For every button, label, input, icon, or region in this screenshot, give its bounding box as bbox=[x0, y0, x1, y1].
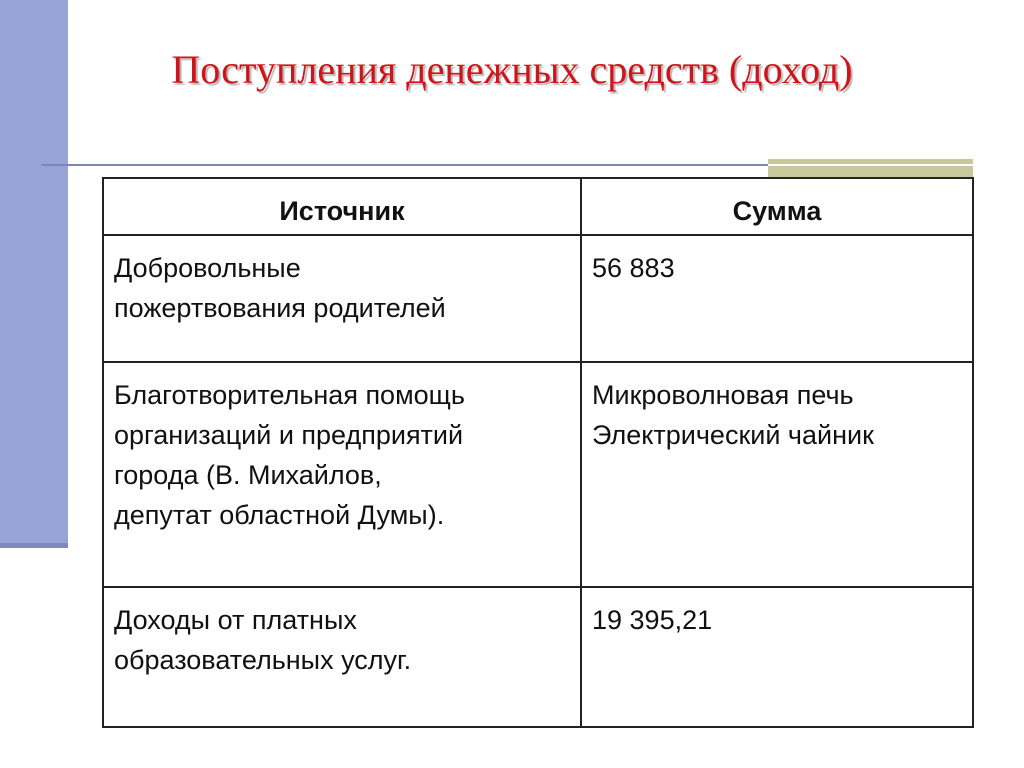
header-source: Источник bbox=[103, 178, 581, 235]
cell-text-line: пожертвования родителей bbox=[114, 293, 446, 323]
cell-text-line: образовательных услуг. bbox=[114, 645, 412, 675]
left-bar-shadow bbox=[0, 543, 68, 548]
cell-text-line: города (В. Михайлов, bbox=[114, 460, 382, 490]
slide-title: Поступления денежных средств (доход) bbox=[171, 47, 853, 92]
cell-source bbox=[103, 587, 581, 727]
accent-block bbox=[768, 159, 973, 177]
income-table bbox=[102, 177, 974, 728]
cell-text-line: Электрический чайник bbox=[592, 420, 874, 450]
table-row bbox=[103, 362, 973, 587]
cell-source bbox=[103, 235, 581, 362]
cell-text-line: Доходы от платных bbox=[114, 605, 357, 635]
cell-text-line: депутат областной Думы). bbox=[114, 500, 445, 530]
cell-amount bbox=[581, 587, 973, 727]
header-amount: Сумма bbox=[581, 178, 973, 235]
table-row bbox=[103, 235, 973, 362]
cell-amount bbox=[581, 235, 973, 362]
cell-text-line: 56 883 bbox=[592, 253, 675, 283]
cell-text-line: Благотворительная помощь bbox=[114, 380, 465, 410]
table-row bbox=[103, 587, 973, 727]
cell-text-line: организаций и предприятий bbox=[114, 420, 464, 450]
cell-text-line: Микроволновая печь bbox=[592, 380, 854, 410]
cell-text-line: 19 395,21 bbox=[592, 605, 713, 635]
cell-amount bbox=[581, 362, 973, 587]
cell-text-line: Добровольные bbox=[114, 253, 301, 283]
cell-source bbox=[103, 362, 581, 587]
table-header-row bbox=[103, 178, 973, 235]
